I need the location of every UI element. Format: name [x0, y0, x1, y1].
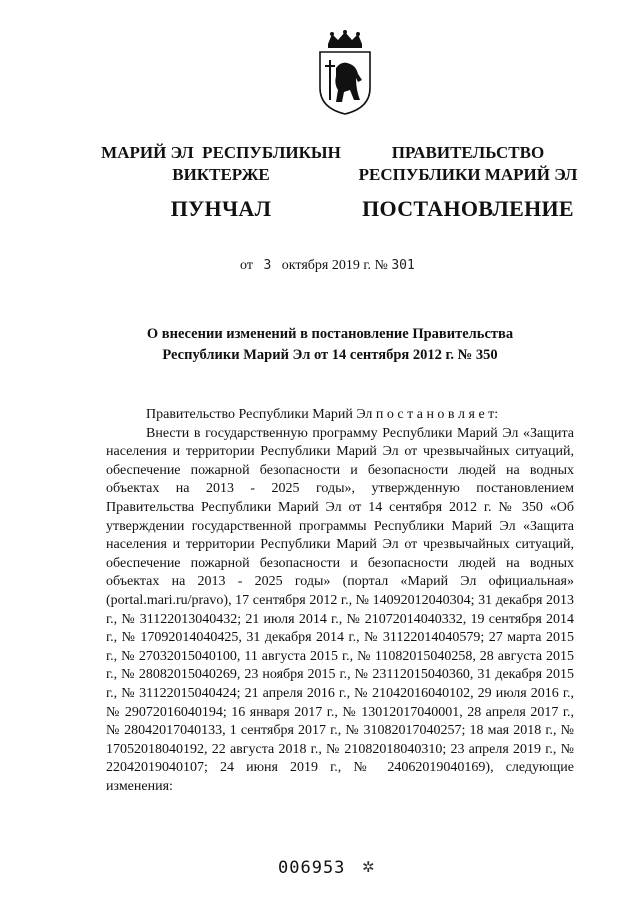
header-left-line2: ВИКТЕРЖЕ — [172, 165, 270, 184]
serial-number: 006953 — [278, 858, 346, 878]
header-right-block — [358, 142, 578, 220]
decree-number: 301 — [391, 258, 415, 273]
star-mark-icon: ✲ — [362, 860, 375, 876]
document-title — [100, 324, 560, 366]
header-right-line2: РЕСПУБЛИКИ МАРИЙ ЭЛ — [358, 165, 578, 184]
date-day: 3 — [263, 258, 272, 273]
body-paragraph: Внести в государственную программу Республики Марий Эл «Защита населения и территории Республики Марий Эл от чрезвычайных ситуаций, обеспечение пожарной безопасности и безопасности людей на водных объектах на 2013 - 2025 годы», утвержденную постановлением Правительства Республики Марий Эл от 14 сентября 2012 г. № 350 «Об утверждении государственной программы Республики Марий Эл «Защита населения и территории Республики Марий Эл от чрезвычайных ситуаций, обеспечение пожарной безопасности и безопасности людей на водных объектах на 2013 - 2025 годы» (портал «Марий Эл официальная» (portal.mari.ru/pravo), 17 сентября 2012 г., № 14092012040304; 31 декабря 2013 г., № 31122013040432; 21 июля 2014 г., № 21072014040332, 19 сентября 2014 г., № 17092014040425, 31 декабря 2014 г., № 31122014040579; 27 марта 2015 г., № 27032015040100, 11 августа 2015 г., № 11082015040258, 28 августа 2015 г., № 28082015040269, 23 ноября 2015 г., № 23112015040360, 31 декабря 2015 г., № 31122015040424; 21 апреля 2016 г., № 21042016040102, 29 июля 2016 г., № 29072016040194; 16 января 2017 г., № 13012017040001, 28 апреля 2017 г., № 28042017040133, 1 сентября 2017 г., № 31082017040257; 18 мая 2018 г., № 17052018040192, 22 августа 2018 г., № 21082018040310; 23 апреля 2019 г., № 22042019040107; 24 июня 2019 г., № 24062019040169), следующие изменения: — [106, 425, 574, 794]
coat-of-arms-icon — [316, 30, 374, 116]
header-left-block — [96, 142, 346, 220]
title-line1: О внесении изменений в постановление Правительства — [146, 326, 514, 342]
header-left-doctype: ПУНЧАЛ — [170, 196, 272, 221]
date-prefix: от — [240, 258, 253, 273]
header-left-line1: МАРИЙ ЭЛ РЕСПУБЛИКЫН — [101, 143, 341, 162]
decree-clause: Правительство Республики Марий Эл п о с т а н о в л я е т: — [146, 407, 499, 422]
date-month-year: октября 2019 г. № — [281, 258, 388, 273]
document-body — [106, 406, 574, 796]
header-right-line1: ПРАВИТЕЛЬСТВО — [391, 143, 545, 162]
header-right-doctype: ПОСТАНОВЛЕНИЕ — [362, 196, 574, 221]
title-line2: Республики Марий Эл от 14 сентября 2012 г. № 350 — [162, 347, 498, 363]
decree-date-line — [240, 258, 415, 274]
